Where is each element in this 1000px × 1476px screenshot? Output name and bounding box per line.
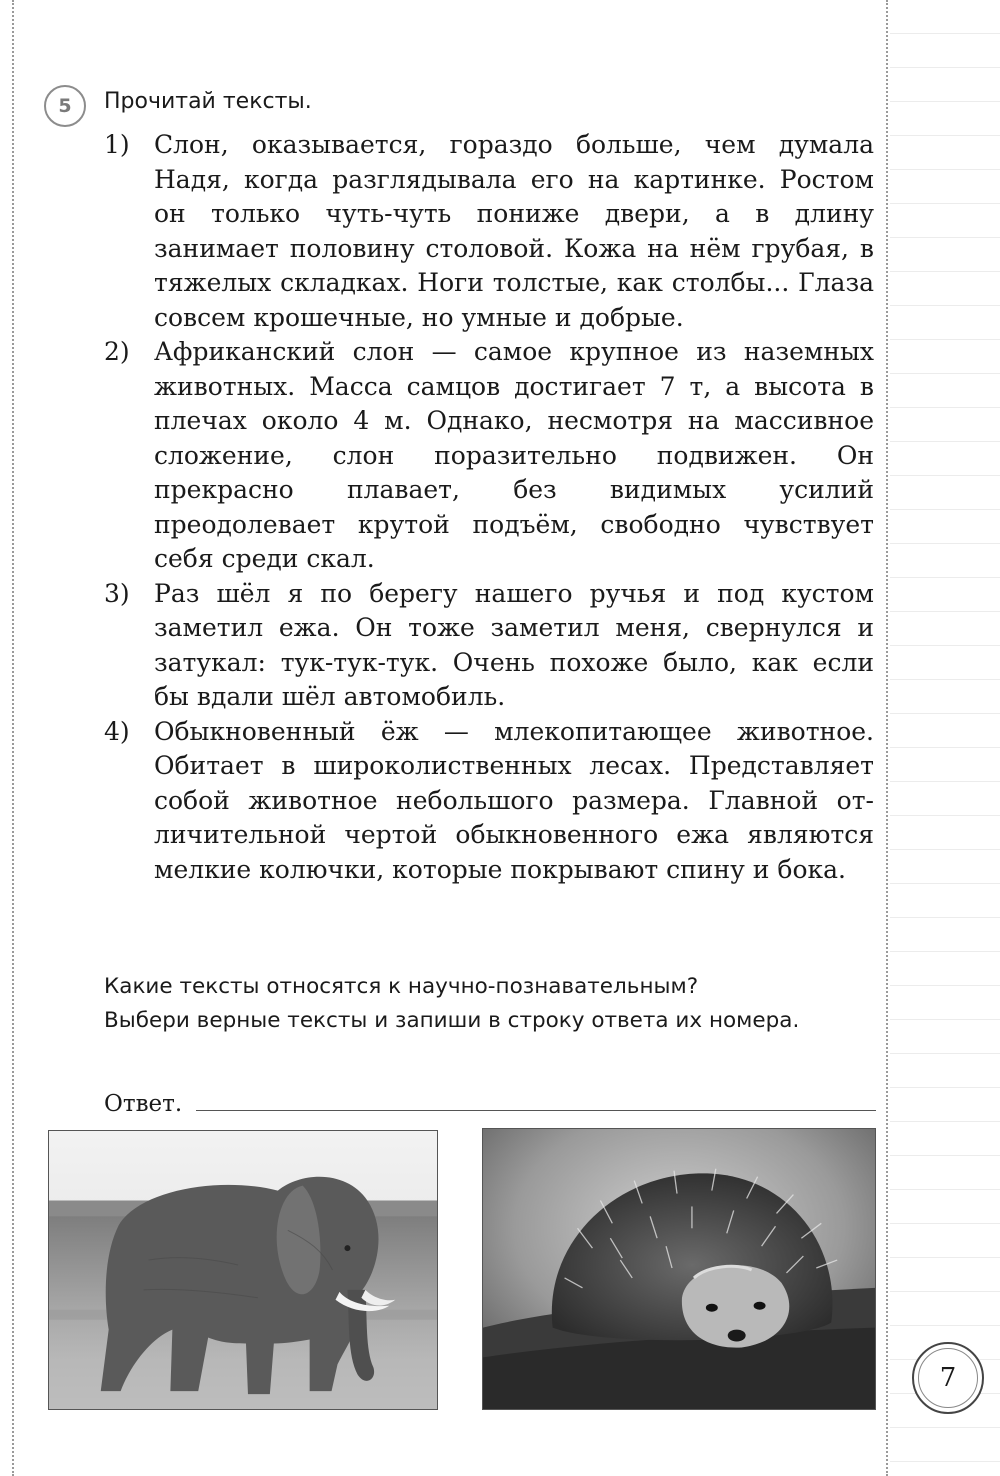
text-item-2 — [104, 335, 874, 577]
margin-lined-area — [890, 0, 1000, 1476]
question-text: Какие тексты относятся к научно-познавательным? — [104, 974, 699, 999]
task-number-badge: 5 — [44, 85, 86, 127]
question-block — [104, 970, 874, 1038]
right-dotted-rule — [886, 0, 888, 1476]
text-body: Обыкновенный ёж — млекопитающее животное. Обитает в широколиственных лесах. Представляет собой животное небольшого размера. Главной отличительной чертой обыкновенного ежа являются мелкие колючки, которые покрывают спину и бока. — [154, 716, 874, 884]
text-number: 3) — [104, 578, 130, 608]
text-number: 2) — [104, 337, 130, 366]
text-number: 1) — [104, 130, 130, 159]
question-instruction: Выбери верные тексты и запиши в строку ответа их номера. — [104, 1008, 800, 1033]
answer-input-line[interactable] — [196, 1086, 876, 1111]
text-item-3 — [104, 577, 874, 715]
text-item-4 — [104, 715, 874, 888]
text-body: Раз шёл я по берегу нашего ручья и под кустом заметил ежа. Он тоже заметил меня, свернулся и затукал: тук-тук-тук. Очень похоже было, как если бы вдали шёл автомобиль. — [154, 578, 874, 711]
text-body: Слон, оказывается, гораздо больше, чем думала Надя, когда разглядывала его на картинке. Ростом он только чуть-чуть пониже двери, а в длину занимает половину столовой. Кожа на нём грубая, в тяжелых складках. Ноги толстые, как столбы... Глаза совсем крошечные, но умные и добрые. — [154, 130, 874, 332]
task-instruction: Прочитай тексты. — [104, 89, 312, 114]
text-item-1 — [104, 128, 874, 335]
page-number: 7 — [912, 1342, 984, 1414]
answer-label: Ответ. — [104, 1091, 183, 1117]
left-dotted-rule — [12, 0, 14, 1476]
text-body: Африканский слон — самое крупное из наземных животных. Масса самцов достигает 7 т, а высота в плечах около 4 м. Однако, несмотря на массивное сложение, слон поразительно подвижен. Он прекрасно плавает, без видимых усилий преодолевает крутой подъём, свободно чувствует себя среди скал. — [154, 337, 874, 573]
elephant-photo — [48, 1130, 438, 1410]
hedgehog-photo — [482, 1128, 876, 1410]
texts-list — [104, 128, 874, 887]
answer-row — [104, 1086, 876, 1117]
text-number: 4) — [104, 716, 130, 746]
